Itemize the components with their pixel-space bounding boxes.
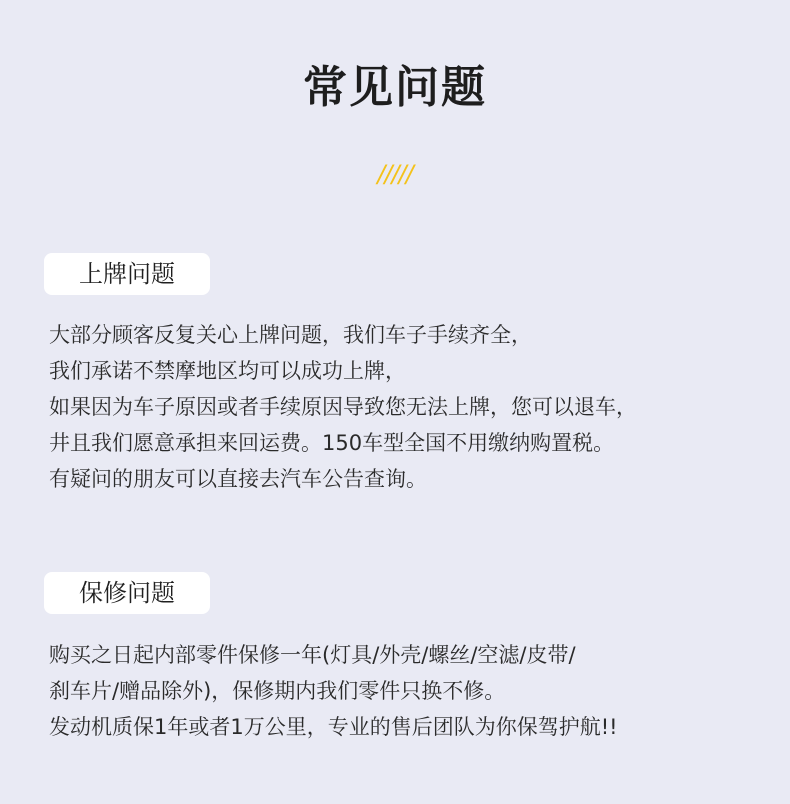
paragraph-line: 如果因为车子原因或者手续原因导致您无法上牌，您可以退车，	[49, 395, 637, 419]
paragraph-line: 有疑问的朋友可以直接去汽车公告查询。	[49, 467, 427, 491]
paragraph-line: 大部分顾客反复关心上牌问题，我们车子手续齐全，	[49, 323, 532, 347]
paragraph-line: 发动机质保1年或者1万公里，专业的售后团队为你保驾护航!!	[49, 715, 618, 739]
paragraph-line: 井且我们愿意承担来回运费。150车型全国不用缴纳购置税。	[49, 431, 615, 455]
section-tag-warranty: 保修问题	[44, 572, 210, 614]
paragraph-line: 我们承诺不禁摩地区均可以成功上牌，	[49, 359, 406, 383]
section-tag-registration: 上牌问题	[44, 253, 210, 295]
title-decoration: /////	[377, 160, 413, 188]
paragraph-line: 购买之日起内部零件保修一年(灯具/外壳/螺丝/空滤/皮带/	[49, 643, 576, 667]
warranty-paragraph	[49, 637, 769, 745]
paragraph-line: 刹车片/赠品除外)，保修期内我们零件只换不修。	[49, 679, 506, 703]
page-title: 常见问题	[303, 62, 487, 113]
registration-paragraph	[49, 317, 769, 497]
